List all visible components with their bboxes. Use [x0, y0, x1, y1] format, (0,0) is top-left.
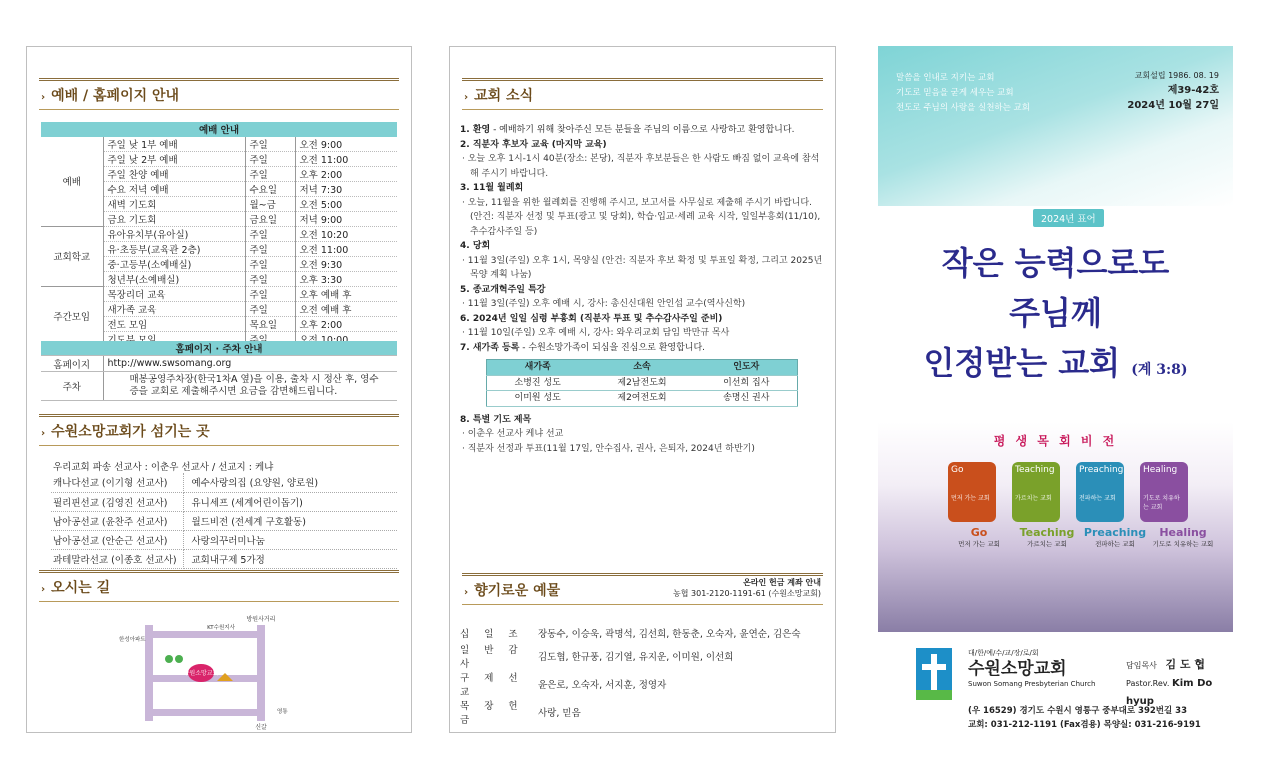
news-detail-text: 11월 10일(주일) 오후 예배 시, 강사: 와우리교회 담임 박만규 목사	[467, 328, 730, 338]
vision-card-ko: 기도로 치유하는 교회	[1143, 495, 1180, 511]
prayer-item: · 이춘우 선교사 케냐 선교	[462, 429, 564, 439]
svc-header-row	[41, 122, 397, 137]
map-church: 수원소망교회	[183, 670, 219, 677]
news-heading: 3. 11월 월례회	[460, 183, 524, 193]
news-heading: 4. 당회	[460, 241, 491, 251]
prayer-text: 이춘우 선교사 케냐 선교	[467, 429, 564, 439]
motto	[878, 238, 1233, 395]
vision-card-en: Healing	[1143, 465, 1178, 475]
vision-label-en: Teaching	[1019, 526, 1075, 539]
offering-row	[460, 623, 826, 642]
prayer-heading: 8. 특별 기도 제목	[460, 414, 532, 425]
news-detail-text: 11월 3일(주일) 오후 1시, 목양실 (안건: 직분자 후보 확정 및 투표일 확정, 그리고 2025년 목양 계획 나눔)	[467, 255, 823, 280]
service-cell: 수요 저녁 예배	[103, 181, 245, 196]
news-detail: · 오늘, 11월을 위한 월례회를 진행해 주시고, 보고서를 사무실로 제출해 주시기 바랍니다. (안건: 직분자 선정 및 투표(광고 및 당회), 학습·입교·세례 교육 시작, 일일부흥회(11/10), 추수감사주일 등)	[462, 197, 821, 237]
vision-card	[1012, 462, 1060, 522]
mission-table	[51, 473, 397, 569]
service-cell: 주일	[245, 166, 295, 181]
svc-header: 예배 안내	[41, 122, 397, 137]
service-category: 예배	[41, 137, 103, 227]
service-cell: 저녁 7:30	[295, 181, 397, 196]
map-left: 한성아파트	[119, 637, 146, 643]
telephone: 교회: 031-212-1191 (Fax겸용) 목양실: 031-216-9191	[968, 720, 1201, 730]
section-header-offering	[462, 573, 823, 605]
pastor-label: 담임목사	[1126, 661, 1157, 670]
fam-cell: 송명신 권사	[696, 391, 798, 407]
service-cell: 주일	[245, 151, 295, 166]
vision-label-en: Preaching	[1083, 526, 1147, 539]
service-cell: 주일	[245, 137, 295, 152]
service-cell: 오후 2:00	[295, 316, 397, 331]
motto-badge: 2024년 표어	[1033, 209, 1104, 227]
map-cross: KT수원지사	[207, 625, 235, 631]
panel-cover	[878, 46, 1233, 733]
homepage-parking-table	[41, 341, 397, 401]
vision-card-ko: 가르치는 교회	[1015, 495, 1052, 502]
mission-left: 과테말라선교 (이종호 선교사)	[51, 549, 183, 568]
fam-header-row	[487, 360, 798, 376]
news-item	[460, 123, 826, 138]
fam-cell: 이미원 성도	[487, 391, 589, 407]
mission-title: 수원소망교회가 섬기는 곳	[51, 424, 210, 440]
vision-card-en: Preaching	[1079, 465, 1124, 475]
offering-names: 장동수, 이승욱, 곽명석, 김선희, 한동춘, 오숙자, 윤연순, 김은숙	[538, 628, 801, 640]
fam-cell: 제2여전도회	[588, 391, 695, 407]
news-detail-text: 오늘 오후 1시-1시 40분(장소: 본당), 직분자 후보분들은 한 사람도 빠짐 없이 교육에 참석해 주시기 바랍니다.	[467, 154, 820, 179]
address: (우 16529) 경기도 수원시 영통구 중부대로 392번길 33	[968, 706, 1188, 716]
vision-label-ko: 전파하는 교회	[1095, 540, 1135, 548]
news-text: - 예배하기 위해 찾아주신 모든 분들을 주님의 이름으로 사랑하고 환영합니다.	[490, 125, 795, 135]
mission-row	[51, 473, 397, 492]
issue-number: 제39-42호	[1167, 85, 1219, 96]
news-heading: 1. 환영	[460, 125, 491, 135]
map-right: 영통	[277, 709, 288, 715]
church-name-block	[968, 648, 1095, 688]
news-item	[460, 181, 826, 196]
motto-line-2: 주님께	[1009, 294, 1102, 332]
offering-row	[460, 698, 826, 726]
section-header-worship	[39, 78, 399, 110]
fam-cell: 제2남전도회	[588, 375, 695, 391]
slogan-line: 전도로 주님의 사랑을 실천하는 교회	[896, 103, 1030, 113]
service-cell: 주일 낮 2부 예배	[103, 151, 245, 166]
service-category: 교회학교	[41, 226, 103, 286]
service-cell: 금요일	[245, 211, 295, 226]
vision-card-en: Teaching	[1015, 465, 1055, 475]
service-table	[41, 122, 397, 347]
news-item	[460, 341, 826, 356]
vision-label-ko: 가르치는 교회	[1027, 540, 1067, 548]
account-info	[673, 577, 821, 599]
service-cell: 주일	[245, 286, 295, 301]
offering-names: 윤은로, 오숙자, 서지훈, 정영자	[538, 680, 667, 691]
arrow-icon: ›	[464, 92, 469, 103]
service-cell: 오전 11:00	[295, 241, 397, 256]
service-cell: 유·초등부(교육관 2층)	[103, 241, 245, 256]
service-row	[41, 137, 397, 152]
hp-label: 홈페이지	[41, 356, 103, 372]
service-cell: 중·고등부(소예배실)	[103, 256, 245, 271]
service-cell: 오전 11:00	[295, 151, 397, 166]
vision-label	[1148, 526, 1218, 548]
news-heading: 6. 2024년 일일 심령 부흥회 (직분자 투표 및 추수감사주일 준비)	[460, 313, 723, 324]
news-heading: 7. 새가족 등록	[460, 342, 520, 353]
founded: 교회설립 1986. 08. 19	[1134, 71, 1219, 80]
hp-header: 홈페이지 · 주차 안내	[41, 341, 397, 356]
pastor-name: 김 도 협	[1165, 658, 1206, 671]
mission-line: 우리교회 파송 선교사 : 이춘우 선교사 / 선교지 : 케냐	[53, 462, 274, 473]
news-heading: 5. 종교개혁주일 특강	[460, 284, 546, 295]
vision-card-ko: 먼저 가는 교회	[951, 495, 990, 502]
service-cell: 금요 기도회	[103, 211, 245, 226]
vision-label-ko: 기도로 치유하는 교회	[1152, 540, 1214, 548]
news-title: 교회 소식	[474, 88, 534, 104]
vision-label	[944, 526, 1014, 548]
service-cell: 오전 10:20	[295, 226, 397, 241]
mission-right: 사랑의꾸러미나눔	[183, 530, 397, 549]
offering-table	[460, 623, 826, 726]
vision-title: 평 생 목 회 비 전	[993, 434, 1118, 448]
fam-header-cell: 새가족	[487, 360, 589, 376]
news-detail: · 11월 3일(주일) 오후 1시, 목양실 (안건: 직분자 후보 확정 및 투표일 확정, 그리고 2025년 목양 계획 나눔)	[462, 255, 823, 280]
issue-info	[1127, 68, 1219, 113]
service-cell: 목장리더 교육	[103, 286, 245, 301]
pastor-block	[1126, 656, 1233, 711]
arrow-icon: ›	[41, 92, 46, 103]
church-name: 수원소망교회	[968, 659, 1067, 679]
section-header-mission	[39, 414, 399, 446]
service-cell: 오후 2:00	[295, 166, 397, 181]
service-cell: 주일	[245, 226, 295, 241]
news-item	[460, 283, 826, 298]
service-cell: 수요일	[245, 181, 295, 196]
slogan-line: 말씀을 인내로 지키는 교회	[896, 73, 995, 83]
mission-left: 남아공선교 (안순근 선교사)	[51, 530, 183, 549]
motto-ref: (계 3:8)	[1131, 362, 1188, 378]
prayer-item: · 직분자 선정과 투표(11월 17일, 안수집사, 권사, 은퇴자, 2024년 하반기)	[462, 443, 755, 454]
mission-row	[51, 549, 397, 568]
vision-label-en: Go	[970, 526, 988, 539]
offering-row	[460, 642, 826, 670]
mission-right: 예수사랑의집 (요양원, 양로원)	[183, 473, 397, 492]
map-bottom: 신갈	[255, 724, 267, 731]
vision-labels	[944, 526, 1229, 554]
motto-line-3: 인정받는 교회	[923, 344, 1121, 382]
offering-names: 김도협, 한규풍, 김기열, 유지운, 이미원, 이선희	[538, 652, 734, 663]
service-cell: 오후 3:30	[295, 271, 397, 286]
fam-cell: 소병진 성도	[487, 375, 589, 391]
service-cell: 주일 낮 1부 예배	[103, 137, 245, 152]
worship-title: 예배 / 홈페이지 안내	[51, 88, 180, 104]
offering-category: 십 일 조	[460, 628, 524, 640]
fam-header-cell: 소속	[588, 360, 695, 376]
news-text: - 수원소망가족이 되심을 진심으로 환영합니다.	[519, 342, 706, 353]
mission-row	[51, 530, 397, 549]
mission-right: 교회내구제 5가정	[183, 549, 397, 568]
contact-block	[968, 704, 1201, 732]
service-cell: 오전 9:30	[295, 256, 397, 271]
slogan-line: 기도로 믿음을 굳게 세우는 교회	[896, 88, 1014, 98]
panel-worship-info	[26, 46, 412, 733]
service-row	[41, 226, 397, 241]
account-number: 농협 301-2120-1191-61 (수원소망교회)	[673, 589, 821, 598]
directions-title: 오시는 길	[51, 580, 111, 596]
news-detail: · 오늘 오후 1시-1시 40분(장소: 본당), 직분자 후보분들은 한 사람도 빠짐 없이 교육에 참석해 주시기 바랍니다.	[462, 154, 820, 179]
arrow-icon: ›	[41, 584, 46, 595]
mission-left: 남아공선교 (윤찬주 선교사)	[51, 511, 183, 530]
news-item	[460, 239, 826, 254]
issue-date: 2024년 10월 27일	[1127, 100, 1219, 111]
mission-right: 유니세프 (세계어린이돕기)	[183, 492, 397, 511]
fam-row	[487, 391, 798, 407]
mission-left: 캐나다선교 (이기형 선교사)	[51, 473, 183, 492]
account-title: 온라인 헌금 계좌 안내	[743, 578, 821, 587]
map-top: 방원사거리	[246, 616, 276, 623]
service-category: 주간모임	[41, 286, 103, 346]
vision-label	[1080, 526, 1150, 548]
offering-title: 향기로운 예물	[474, 583, 561, 599]
mission-right: 월드비전 (전세계 구호활동)	[183, 511, 397, 530]
vision-label	[1012, 526, 1082, 548]
offering-category: 목 장 헌 금	[460, 701, 524, 726]
vision-card-ko: 전파하는 교회	[1079, 495, 1116, 502]
fam-cell: 이선희 집사	[696, 375, 798, 391]
mission-left: 필리핀선교 (김영진 선교사)	[51, 492, 183, 511]
offering-names: 사랑, 믿음	[538, 708, 581, 719]
pastor-en-label: Pastor.Rev.	[1126, 679, 1170, 688]
service-cell: 오후 예배 후	[295, 286, 397, 301]
service-cell: 새가족 교육	[103, 301, 245, 316]
parking-label: 주차	[41, 372, 103, 401]
hp-url[interactable]: http://www.swsomang.org	[103, 356, 397, 372]
directions-map[interactable]	[117, 613, 327, 731]
mission-row	[51, 511, 397, 530]
offering-row	[460, 670, 826, 698]
vision-card-en: Go	[951, 465, 964, 475]
panel-church-news	[449, 46, 836, 733]
fam-row	[487, 375, 798, 391]
arrow-icon: ›	[464, 587, 469, 598]
offering-category: 구 제 선 교	[460, 673, 524, 698]
section-header-news	[462, 78, 823, 110]
service-cell: 새벽 기도회	[103, 196, 245, 211]
news-item	[460, 312, 826, 327]
service-cell: 주일 찬양 예배	[103, 166, 245, 181]
service-cell: 주일	[245, 241, 295, 256]
arrow-icon: ›	[41, 428, 46, 439]
news-detail: · 11월 3일(주일) 오후 예배 시, 강사: 총신신대원 안인섭 교수(역사신학)	[462, 299, 746, 309]
mission-row	[51, 492, 397, 511]
pastor-name-en: Kim Do hyup	[1126, 678, 1213, 707]
service-row	[41, 286, 397, 301]
news-detail-text: 오늘, 11월을 위한 월례회를 진행해 주시고, 보고서를 사무실로 제출해 주시기 바랍니다. (안건: 직분자 선정 및 투표(광고 및 당회), 학습·입교·세례 교육 시작, 일일부흥회(11/10), 추수감사주일 등)	[467, 197, 821, 237]
service-cell: 월~금	[245, 196, 295, 211]
parking-text: 매봉공영주차장(한국1차A 옆)을 이용, 출차 시 정산 후, 영수증을 교회로 제출해주시면 요금을 감면해드립니다.	[103, 372, 397, 401]
offering-category: 일 반 감 사	[460, 645, 524, 670]
service-cell: 주일	[245, 301, 295, 316]
news-item	[460, 138, 826, 153]
service-cell: 유아유치부(유아실)	[103, 226, 245, 241]
news-detail-text: 11월 3일(주일) 오후 예배 시, 강사: 총신신대원 안인섭 교수(역사신학)	[467, 299, 746, 309]
vision-image	[878, 422, 1233, 632]
service-cell: 주일	[245, 271, 295, 286]
service-cell: 주일	[245, 256, 295, 271]
vision-card	[948, 462, 996, 522]
service-cell: 목요일	[245, 316, 295, 331]
service-cell: 오전 9:00	[295, 137, 397, 152]
slogan	[896, 71, 1030, 116]
fam-header-cell: 인도자	[696, 360, 798, 376]
denomination: 대/한/예/수/교/장/로/회	[968, 649, 1039, 657]
service-cell: 저녁 9:00	[295, 211, 397, 226]
vision-cards	[948, 462, 1193, 524]
new-family-table	[486, 359, 798, 407]
service-cell: 전도 모임	[103, 316, 245, 331]
service-cell: 오전 5:00	[295, 196, 397, 211]
motto-line-1: 작은 능력으로도	[941, 244, 1170, 282]
vision-label-ko: 먼저 가는 교회	[958, 540, 1000, 548]
news-heading: 2. 직분자 후보자 교육 (마지막 교육)	[460, 139, 607, 150]
church-logo-icon	[916, 648, 952, 700]
vision-card	[1076, 462, 1124, 522]
vision-label-en: Healing	[1159, 526, 1207, 539]
service-cell: 오전 예배 후	[295, 301, 397, 316]
vision-card	[1140, 462, 1188, 522]
news-detail: · 11월 10일(주일) 오후 예배 시, 강사: 와우리교회 담임 박만규 목사	[462, 328, 730, 338]
news-list	[460, 123, 826, 456]
church-name-en: Suwon Somang Presbyterian Church	[968, 680, 1096, 688]
section-header-directions	[39, 570, 399, 602]
prayer-text: 직분자 선정과 투표(11월 17일, 안수집사, 권사, 은퇴자, 2024년 하반기)	[467, 443, 755, 454]
service-cell: 청년부(소예배실)	[103, 271, 245, 286]
